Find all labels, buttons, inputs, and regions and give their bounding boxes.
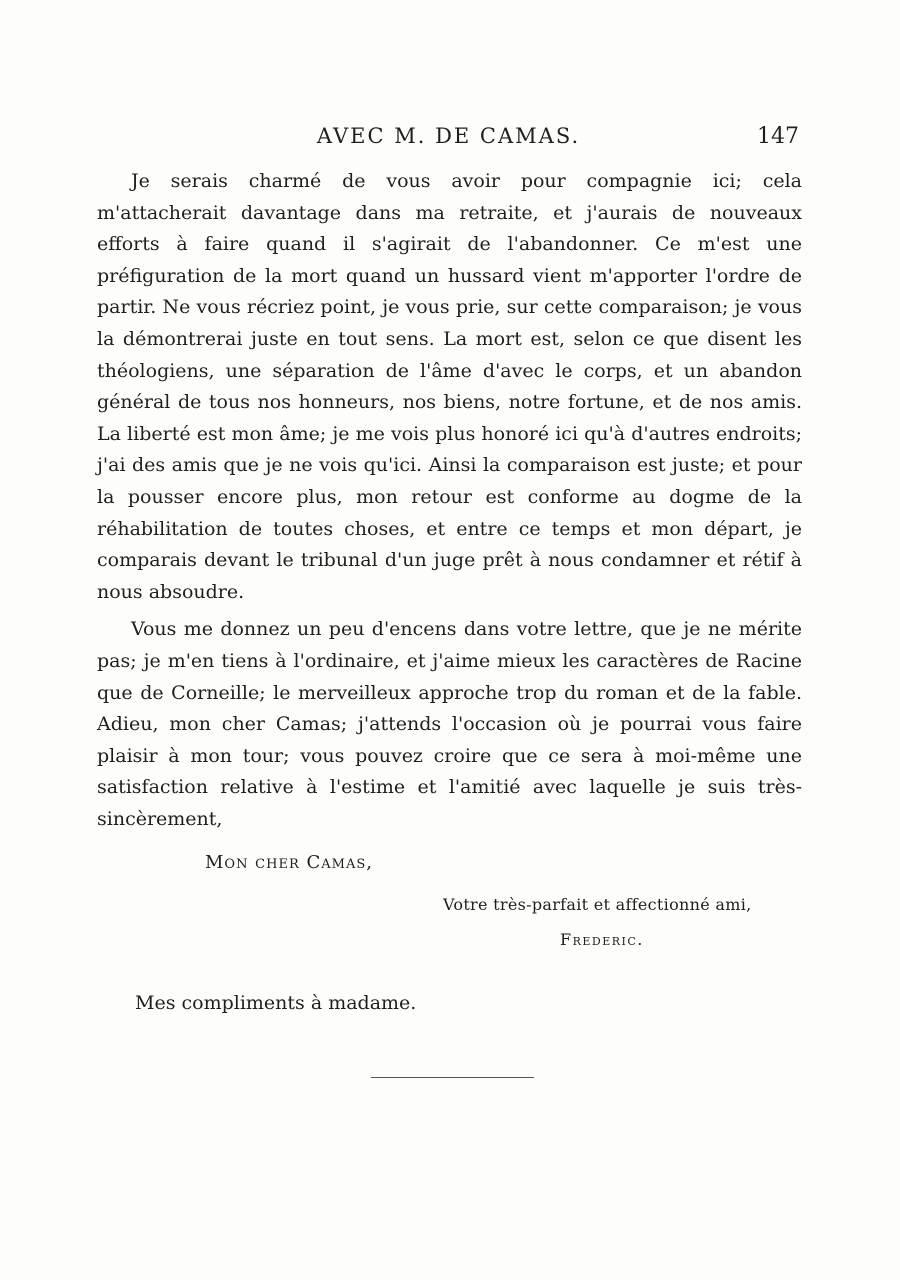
- paragraph-2: Vous me donnez un peu d'encens dans votre lettre, que je ne mérite pas; je m'en tiens à l'ordinaire, et j'aime mieux les caractères de Racine que de Corneille; le merveilleux approche trop du roman et de la fable. Adieu, mon cher Camas; j'attends l'occasion où je pourrai vous faire plaisir à mon tour; vous pouvez croire que ce sera à moi-même une satisfaction relative à l'estime et l'amitié avec laquelle je suis très-sincèrement,: [97, 618, 802, 830]
- postscript: Mes compliments à madame.: [135, 992, 417, 1014]
- page-number: 147: [757, 124, 799, 149]
- running-title: AVEC M. DE CAMAS.: [316, 124, 581, 148]
- salutation: Mon cher Camas,: [205, 852, 373, 873]
- paragraph-1: Je serais charmé de vous avoir pour compagnie ici; cela m'attacherait davantage dans ma retraite, et j'aurais de nouveaux efforts à faire quand il s'agirait de l'abandonner. Ce m'est une préfiguration de la mort quand un hussard vient m'apporter l'ordre de partir. Ne vous récriez point, je vous prie, sur cette comparaison; je vous la démontrerai juste en tout sens. La mort est, selon ce que disent les théologiens, une séparation de l'âme d'avec le corps, et un abandon général de tous nos honneurs, nos biens, notre fortune, et de nos amis. La liberté est mon âme; je me vois plus honoré ici qu'à d'autres endroits; j'ai des amis que je ne vois qu'ici. Ainsi la comparaison est juste; et pour la pousser encore plus, mon retour est conforme au dogme de la réhabilitation de toutes choses, et entre ce temps et mon départ, je comparais devant le tribunal d'un juge prêt à nous condamner et rétif à nous absoudre.: [97, 170, 802, 603]
- end-rule: [371, 1077, 534, 1078]
- running-head: [96, 124, 801, 154]
- signature: Frederic.: [560, 930, 644, 949]
- closing-formula: Votre très-parfait et affectionné ami,: [443, 895, 752, 914]
- letter-body: [97, 166, 802, 841]
